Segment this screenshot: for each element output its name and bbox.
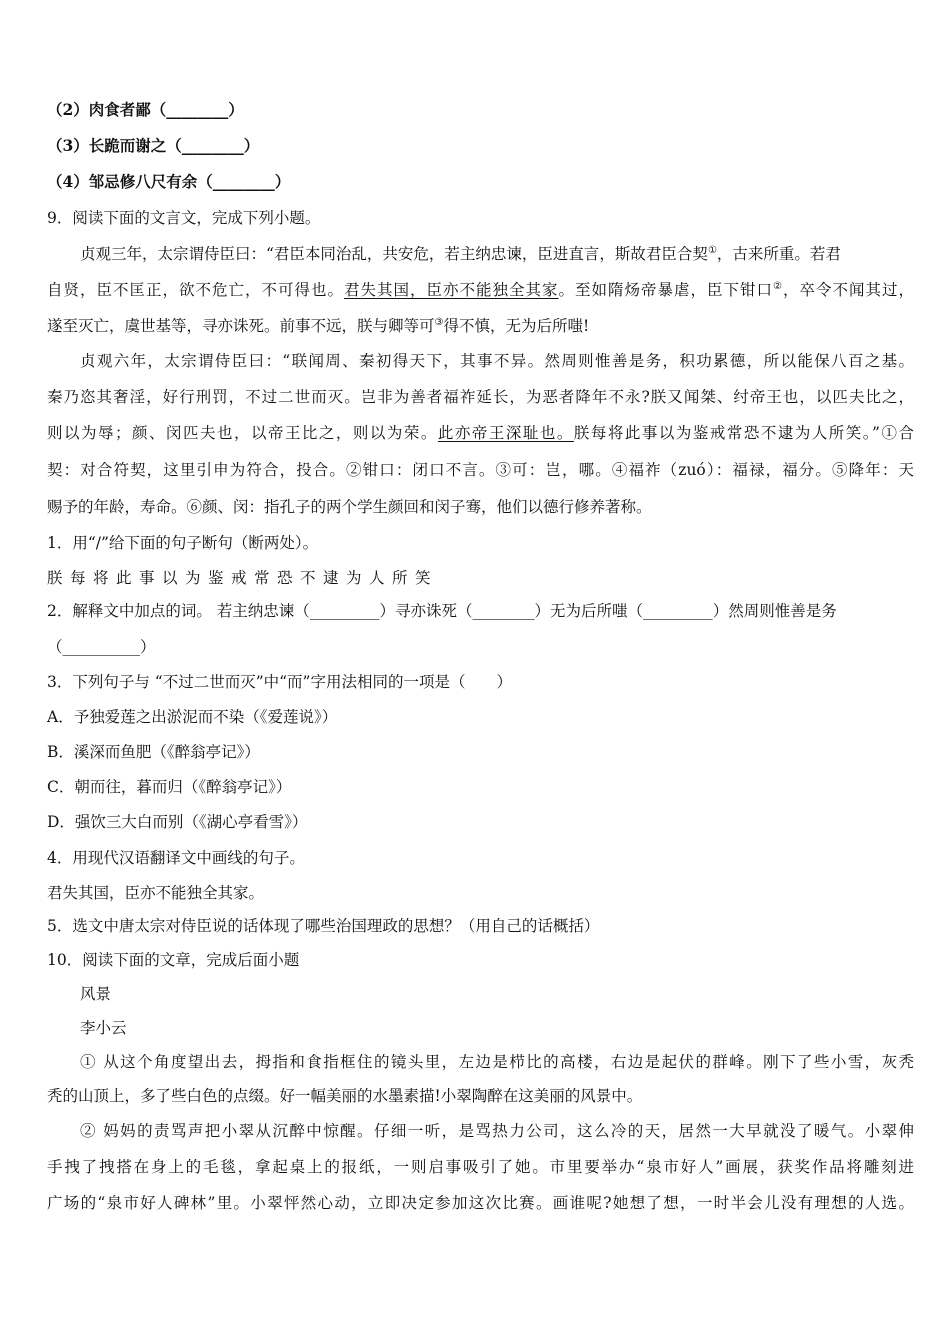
option-b: B．溪深而鱼肥（《醉翁亭记》）: [47, 743, 260, 761]
question-10-heading: 10．阅读下面的文章，完成后面小题: [47, 951, 300, 969]
subquestion-3: 3．下列句子与 “不过二世而灭”中“而”字用法相同的一项是（ ）: [47, 673, 512, 691]
item-2: （2）肉食者鄙（________）: [47, 100, 244, 119]
article-p2-line-1: ② 妈妈的责骂声把小翠从沉醉中惊醒。仔细一听，是骂热力公司，这么冷的天，居然一大早就没了暖气。小翠伸: [80, 1122, 914, 1140]
article-title: 风景: [80, 985, 112, 1003]
passage-1-line-2: 自贤，臣不匡正，欲不危亡，不可得也。君失其国，臣亦不能独全其家。至如隋炀帝暴虐，臣下钳口②，卒令不闻其过，: [47, 281, 914, 299]
underlined-phrase: 此亦帝王深耻也。: [437, 424, 574, 442]
option-a: A．予独爱莲之出淤泥而不染（《爱莲说》）: [47, 708, 338, 726]
subquestion-2: 2．解释文中加点的词。 若主纳忠谏（_________）寻亦诛死（________）无为后所嗤（_________）然周则惟善是务: [47, 602, 837, 620]
question-9-heading: 9．阅读下面的文言文，完成下列小题。: [47, 209, 321, 227]
article-p2-line-2: 手拽了拽搭在身上的毛毯，拿起桌上的报纸，一则启事吸引了她。市里要举办“泉市好人”画展，获奖作品将雕刻进: [47, 1158, 914, 1176]
subquestion-1: 1．用“/”给下面的句子断句（断两处）。: [47, 534, 319, 552]
footnotes-line-2: 赐予的年龄，寿命。⑥颜、闵：指孔子的两个学生颜回和闵子骞，他们以德行修养著称。: [47, 498, 652, 516]
passage-2-line-2: 秦乃恣其奢淫，好行刑罚，不过二世而灭。岂非为善者福祚延长，为恶者降年不永?朕又闻桀、纣帝王也，以匹夫比之，: [47, 388, 914, 406]
passage-2-line-1: 贞观六年，太宗谓侍臣曰：“联闻周、秦初得天下，其事不异。然周则惟善是务，积功累德，所以能保八百之基。: [80, 352, 914, 370]
item-3: （3）长跪而谢之（________）: [47, 136, 260, 155]
underlined-sentence: 君失其国，臣亦不能独全其家: [344, 281, 559, 299]
article-author: 李小云: [80, 1019, 127, 1037]
passage-1-line-1: 贞观三年，太宗谓侍臣曰：“君臣本同治乱，共安危，若主纳忠谏，臣进直言，斯故君臣合契①，古来所重。若君: [80, 245, 841, 263]
article-p1-line-1: ① 从这个角度望出去，拇指和食指框住的镜头里，左边是栉比的高楼，右边是起伏的群峰。刚下了些小雪，灰秃: [80, 1053, 914, 1071]
article-p2-line-3: 广场的“泉市好人碑林”里。小翠怦然心动，立即决定参加这次比赛。画谁呢?她想了想，一时半会儿没有理想的人选。: [47, 1194, 914, 1212]
subquestion-5: 5．选文中唐太宗对侍臣说的话体现了哪些治国理政的思想？（用自己的话概括）: [47, 917, 600, 935]
subquestion-4-sentence: 君失其国，臣亦不能独全其家。: [47, 884, 265, 902]
article-p1-line-2: 秃的山顶上，多了些白色的点缀。好一幅美丽的水墨素描!小翠陶醉在这美丽的风景中。: [47, 1087, 643, 1105]
subquestion-1-sentence: 朕每将此事以为鉴戒常恐不逮为人所笑: [47, 569, 439, 587]
item-4: （4）邹忌修八尺有余（________）: [47, 172, 291, 191]
option-c: C．朝而往，暮而归（《醉翁亭记》）: [47, 778, 292, 796]
subquestion-4: 4．用现代汉语翻译文中画线的句子。: [47, 849, 305, 867]
subquestion-2-blank: （__________）: [47, 638, 156, 656]
passage-2-line-3: 则以为辱；颜、闵匹夫也，以帝王比之，则以为荣。此亦帝王深耻也。朕每将此事以为鉴戒常恐不逮为人所笑。”①合: [47, 424, 914, 442]
passage-1-line-3: 遂至灭亡，虞世基等，寻亦诛死。前事不远，朕与卿等可③得不慎，无为后所嗤!: [47, 317, 590, 335]
option-d: D．强饮三大白而别（《湖心亭看雪》）: [47, 813, 308, 831]
footnotes-line-1: 契：对合符契，这里引申为符合，投合。②钳口：闭口不言。③可：岂，哪。④福祚（zuó）：福禄，福分。⑤降年：天: [47, 461, 914, 479]
